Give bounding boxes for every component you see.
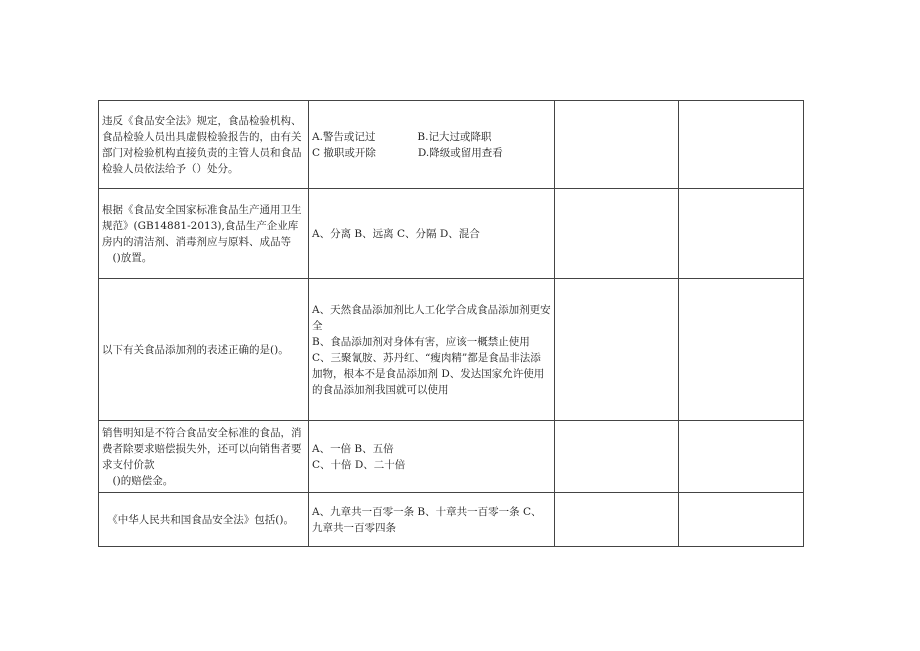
options-cell: A、分离 B、远离 C、分隔 D、混合: [309, 189, 555, 279]
table-row: [99, 421, 804, 493]
table-row: [99, 493, 804, 547]
table-row: [99, 101, 804, 189]
answer-cell: [555, 101, 679, 189]
question-table: [98, 100, 804, 547]
table-row: [99, 189, 804, 279]
answer-cell: [555, 279, 679, 421]
options-cell: A、一倍 B、五倍 C、十倍 D、二十倍: [309, 421, 555, 493]
question-cell: 《中华人民共和国食品安全法》包括()。: [99, 493, 309, 547]
remark-cell: [679, 101, 804, 189]
remark-cell: [679, 189, 804, 279]
answer-cell: [555, 421, 679, 493]
question-cell: 违反《食品安全法》规定，食品检验机构、食品检验人员出具虚假检验报告的，由有关部门对检验机构直接负责的主管人员和食品检验人员依法给予（）处分。: [99, 101, 309, 189]
remark-cell: [679, 421, 804, 493]
options-cell: A、九章共一百零一条 B、十章共一百零一条 C、九章共一百零四条: [309, 493, 555, 547]
question-cell: 以下有关食品添加剂的表述正确的是()。: [99, 279, 309, 421]
answer-cell: [555, 493, 679, 547]
options-cell: A.警告或记过 B.记大过或降职 C 撤职或开除 D.降级或留用查看: [309, 101, 555, 189]
remark-cell: [679, 279, 804, 421]
options-cell: A、天然食品添加剂比人工化学合成食品添加剂更安全 B、食品添加剂对身体有害，应该一概禁止使用 C、三聚氰胺、苏丹红、“瘦肉精”都是食品非法添加物，根本不是食品添加剂 D、发达国家允许使用的食品添加剂我国就可以使用: [309, 279, 555, 421]
question-cell: 销售明知是不符合食品安全标准的食品，消费者除要求赔偿损失外，还可以向销售者要求支付价款 ()的赔偿金。: [99, 421, 309, 493]
answer-cell: [555, 189, 679, 279]
question-table-container: [98, 100, 803, 547]
remark-cell: [679, 493, 804, 547]
question-cell: 根据《食品安全国家标准食品生产通用卫生规范》(GB14881-2013),食品生产企业库房内的清洁剂、消毒剂应与原料、成品等 ()放置。: [99, 189, 309, 279]
table-row: [99, 279, 804, 421]
